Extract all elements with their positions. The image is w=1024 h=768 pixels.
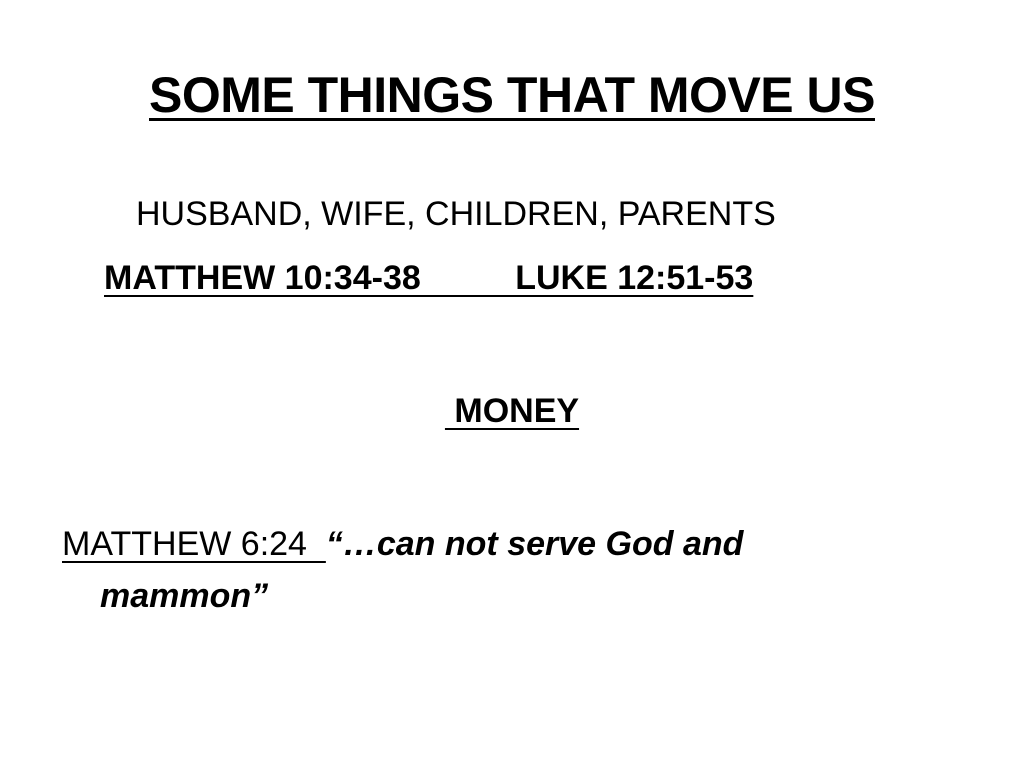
matthew-reference: MATTHEW 6:24 — [62, 525, 326, 563]
money-heading-text: MONEY — [444, 392, 580, 430]
slide-title — [0, 62, 1024, 128]
money-heading — [0, 388, 1024, 434]
quote-text-first: “…can not serve God and — [325, 525, 744, 563]
matthew-quote-block — [62, 518, 882, 622]
scripture-refs-line: MATTHEW 10:34-38 LUKE 12:51-53 — [104, 259, 754, 297]
slide-title-text: SOME THINGS THAT MOVE US — [149, 67, 875, 123]
quote-text-second: mammon” — [100, 577, 269, 615]
family-line: HUSBAND, WIFE, CHILDREN, PARENTS — [136, 195, 776, 233]
